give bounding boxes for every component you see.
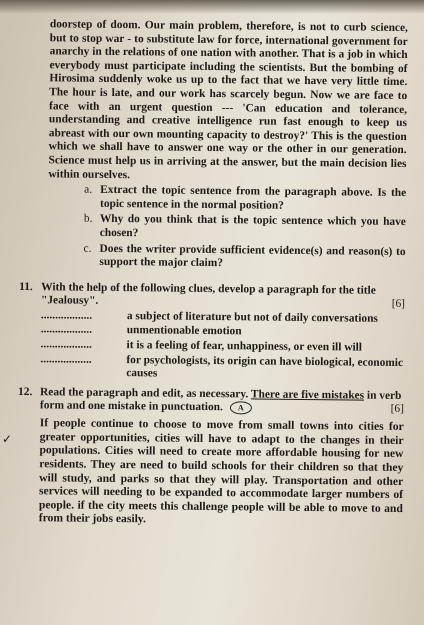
passage-paragraph: doorstep of doom. Our main problem, therefore, is not to curb science, but to stop war - to substitute law for force, international government for anarchy in the relations of one nation with another. That is a job in which everybody must participate including the scientists. But the bombing of Hirosima suddenly woke us up to the fact that we have very little time. The hour is late, and our work has scarcely begun. Now we are face to face with an urgent question --- 'Can education and tolerance, understanding and creative intelligence run fast enough to keep us abreast with our own mounting capacity to destroy?' This is the question which we shall have to answer one way or the other in our generation. Science must help us in arriving at the answer, but the main decision lies within ourselves.: [48, 18, 408, 181]
question-12: [18, 386, 404, 417]
clue-text: a subject of literature but not of daily conversations: [126, 309, 378, 325]
question-11: [19, 281, 405, 312]
subquestion-b: [84, 213, 406, 244]
subquestion-label: c.: [83, 242, 92, 255]
question-text: [40, 386, 404, 417]
clue-text: unmentionable emotion: [126, 324, 242, 338]
question-number: 11.: [19, 280, 33, 293]
blank-dots: ..................: [40, 338, 92, 351]
page-content: [17, 18, 408, 529]
question-12-instruction-end: in punctuation.: [148, 400, 223, 414]
subquestion-a: [84, 184, 406, 215]
pen-circle-mark: A: [230, 402, 252, 415]
clue-text: it is a feeling of fear, unhappiness, or even ill will: [126, 339, 363, 354]
question-12-instruction-cont: in verb form and: [39, 389, 402, 413]
subquestion-label: a.: [84, 183, 93, 196]
blank-dots: ..................: [40, 309, 93, 322]
subquestion-text: Why do you think that is the topic sentence which you have chosen?: [99, 213, 406, 240]
page-top-shadow: [0, 0, 424, 14]
question-text: [41, 281, 405, 312]
subquestion-label: b.: [83, 212, 93, 226]
question-12-emphasis-2: one mistake: [87, 400, 147, 413]
question-marks: [6]: [391, 298, 406, 311]
question-number: 12.: [18, 385, 33, 398]
question-11-prompt: With the help of the following clues, develop a paragraph for the title "Jealousy".: [40, 280, 376, 308]
subquestion-text: Extract the topic sentence from the paragraph above. Is the topic sentence in the normal position?: [99, 183, 407, 212]
edit-paragraph: If people continue to choose to move from small towns into cities for greater opportunities, cities will have to adapt to the changes in their populations. Cities will need to create more affordable housing for new residents. They are need to build schools for their children so that they will study, and parks so that they will play. Transportation and other services will needing to be expanded to accommodate larger numbers of people. if the city meets this challenge people will be able to move to and from their jobs easily.: [38, 416, 404, 526]
subquestion-c: [83, 242, 405, 273]
subquestion-text: Does the writer provide sufficient evidence(s) and reason(s) to support the major claim?: [99, 242, 406, 270]
blank-dots: ..................: [40, 323, 93, 337]
clue-line: [40, 353, 404, 384]
pen-tick-mark: ✓: [2, 432, 13, 446]
clue-text: for psychologists, its origin can have biological, economic causes: [126, 353, 404, 380]
question-marks: [6]: [390, 403, 404, 416]
question-12-instruction: Read the paragraph and edit, as necessary.: [40, 386, 249, 401]
question-12-emphasis: There are five mistakes: [250, 388, 365, 402]
blank-dots: ..................: [40, 352, 92, 366]
